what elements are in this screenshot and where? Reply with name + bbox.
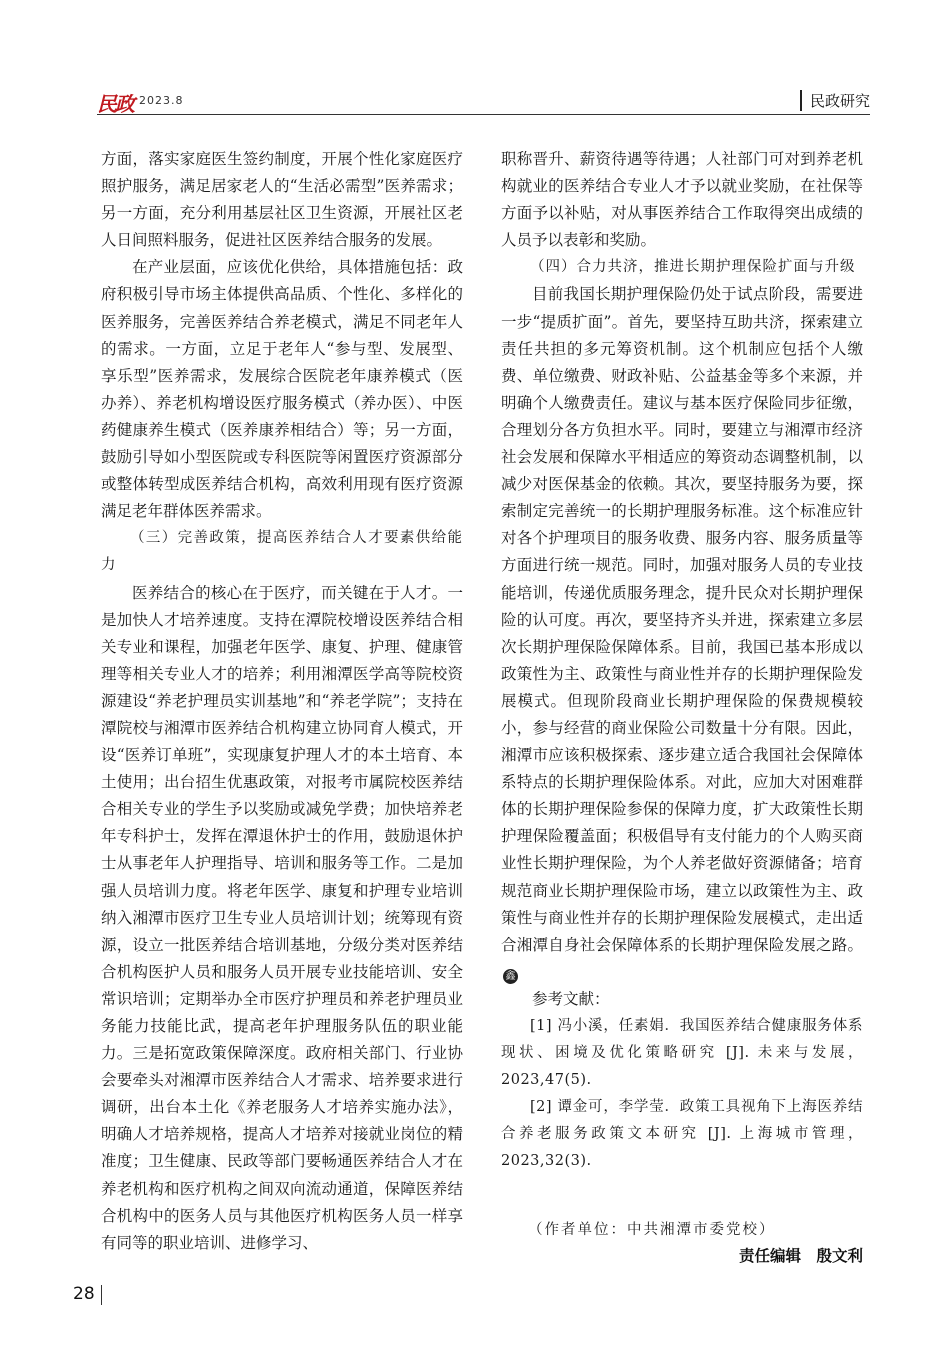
- editor-credit: 责任编辑 殷文利: [738, 1247, 863, 1265]
- page-header: [97, 88, 870, 114]
- issue-number: 2023.8: [139, 94, 184, 107]
- references-heading: 参考文献：: [532, 989, 610, 1008]
- end-mark-icon: 鑫: [503, 969, 518, 984]
- paragraph: 职称晋升、薪资待遇等待遇；人社部门可对到养老机构就业的医养结合专业人才予以就业奖励，在社保等方面予以补贴，对从事医养结合工作取得突出成绩的人员予以表彰和奖励。: [501, 150, 863, 250]
- author-unit: （作者单位：中共湘潭市委党校）: [528, 1222, 776, 1238]
- left-column: [101, 146, 463, 1257]
- reference-item: [1] 冯小溪，任素娟．我国医养结合健康服务体系现状、困境及优化策略研究 [J]. 未来与发展，2023,47(5).: [501, 1018, 863, 1089]
- paragraph: 在产业层面，应该优化供给，具体措施包括：政府积极引导市场主体提供高品质、个性化、多样化的医养服务，完善医养结合养老模式，满足不同老年人的需求。一方面，立足于老年人“参与型、发展型、享乐型”医养需求，发展综合医院老年康养模式（医办养）、养老机构增设医疗服务模式（养办医）、中医药健康养生模式（医养康养相结合）等；另一方面，鼓励引导如小型医院或专科医院等闲置医疗资源部分或整体转型成医养结合机构，高效利用现有医疗资源满足老年群体医养需求。: [101, 258, 463, 521]
- page-number-rule: [101, 1285, 102, 1305]
- paragraph: 方面，落实家庭医生签约制度，开展个性化家庭医疗照护服务，满足居家老人的“生活必需型”医养需求；另一方面，充分利用基层社区卫生资源，开展社区老人日间照料服务，促进社区医养结合服务的发展。: [101, 150, 463, 250]
- column-label: 民政研究: [800, 90, 870, 111]
- paragraph-text: 目前我国长期护理保险仍处于试点阶段，需要进一步“提质扩面”。首先，要坚持互助共济，探索建立责任共担的多元筹资机制。这个机制应包括个人缴费、单位缴费、财政补贴、公益基金等多个来源，并明确个人缴费责任。建议与基本医疗保险同步征缴，合理划分各方负担水平。同时，要建立与湘潭市经济社会发展和保障水平相适应的筹资动态调整机制，以减少对医保基金的依赖。其次，要坚持服务为要，探索制定完善统一的长期护理服务标准。这个标准应针对各个护理项目的服务收费、服务内容、服务质量等方面进行统一规范。同时，加强对服务人员的专业技能培训，传递优质服务理念，提升民众对长期护理保险的认可度。再次，要坚持齐头并进，探索建立多层次长期护理保险保障体系。目前，我国已基本形成以政策性为主、政策性与商业性并存的长期护理保险发展模式。但现阶段商业长期护理保险的保费规模较小，参与经营的商业保险公司数量十分有限。因此，湘潭市应该积极探索、逐步建立适合我国社会保障体系特点的长期护理保险体系。对此，应加大对困难群体的长期护理保险参保的保障力度，扩大政策性长期护理保险覆盖面；积极倡导有支付能力的个人购买商业性长期护理保险，为个人养老做好资源储备；培育规范商业长期护理保险市场，建立以政策性为主、政策性与商业性并存的长期护理保险发展模式，走出适合湘潭自身社会保障体系的长期护理保险发展之路。: [501, 285, 863, 954]
- header-rule: [97, 114, 870, 115]
- paragraph: 医养结合的核心在于医疗，而关键在于人才。一是加快人才培养速度。支持在潭院校增设医养结合相关专业和课程，加强老年医学、康复、护理、健康管理等相关专业人才的培养；利用湘潭医学高等院校资源建设“养老护理员实训基地”和“养老学院”；支持在潭院校与湘潭市医养结合机构建立协同育人模式，开设“医养订单班”，实现康复护理人才的本土培育、本土使用；出台招生优惠政策，对报考市属院校医养结合相关专业的学生予以奖励或减免学费；加快培养老年专科护士，发挥在潭退休护士的作用，鼓励退休护士从事老年人护理指导、培训和服务等工作。二是加强人员培训力度。将老年医学、康复和护理专业培训纳入湘潭市医疗卫生专业人员培训计划；统筹现有资源，设立一批医养结合培训基地，分级分类对医养结合机构医护人员和服务人员开展专业技能培训、安全常识培训；定期举办全市医疗护理员和养老护理员业务能力技能比武，提高老年护理服务队伍的职业能力。三是拓宽政策保障深度。政府相关部门、行业协会要牵头对湘潭市医养结合人才需求、培养要求进行调研，出台本土化《养老服务人才培养实施办法》，明确人才培养规格，提高人才培养对接就业岗位的精准度；卫生健康、民政等部门要畅通医养结合人才在养老机构和医疗机构之间双向流动通道，保障医养结合机构中的医务人员与其他医疗机构医务人员一样享有同等的职业培训、进修学习、: [101, 583, 463, 1252]
- page-number: 28: [73, 1284, 95, 1304]
- section-heading: （三）完善政策，提高医养结合人才要素供给能力: [101, 530, 463, 574]
- magazine-logo: 民政: [97, 92, 133, 116]
- section-heading: （四）合力共济，推进长期护理保险扩面与升级: [530, 259, 856, 276]
- paragraph-final: [501, 281, 863, 985]
- right-column: [501, 146, 863, 1176]
- reference-item: [2] 谭金可，李学莹．政策工具视角下上海医养结合养老服务政策文本研究 [J]. 上海城市管理，2023,32(3).: [501, 1099, 863, 1170]
